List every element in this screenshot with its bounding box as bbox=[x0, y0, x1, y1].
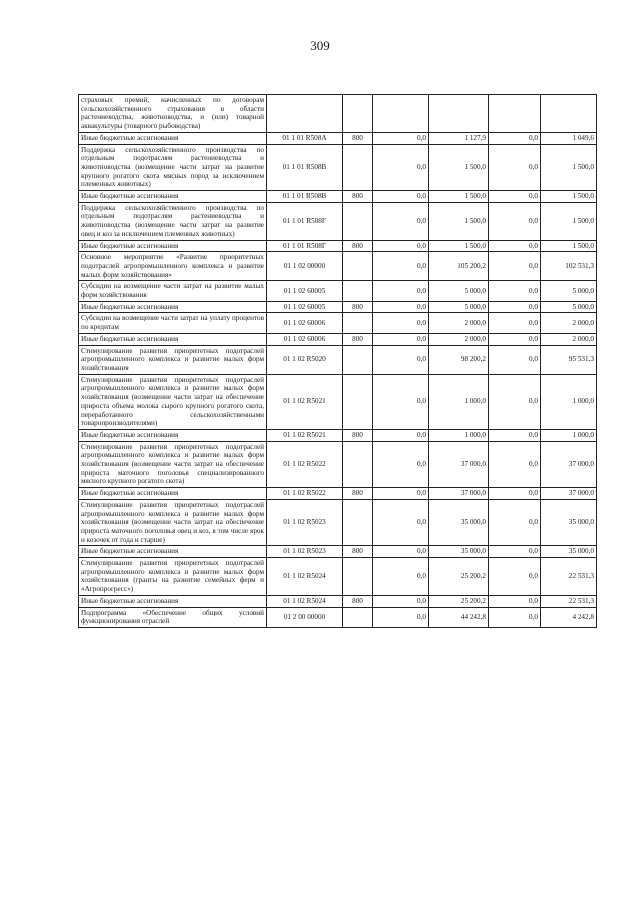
target-article-code: 01 1 01 R508В bbox=[267, 191, 343, 203]
expense-type-code: 800 bbox=[343, 546, 373, 558]
amount-col-3: 0,0 bbox=[489, 595, 541, 607]
table-row bbox=[79, 202, 597, 240]
amount-col-3: 0,0 bbox=[489, 441, 541, 488]
row-name: Субсидии на возмещение части затрат на уплату процентов по кредитам bbox=[79, 313, 267, 333]
amount-col-4 bbox=[541, 95, 597, 133]
amount-col-4: 2 000,0 bbox=[541, 333, 597, 345]
amount-col-4: 1 500,0 bbox=[541, 202, 597, 240]
row-name: Субсидии на возмещение части затрат на развитие малых форм хозяйствования bbox=[79, 281, 267, 301]
target-article-code: 01 1 02 R5023 bbox=[267, 499, 343, 546]
target-article-code: 01 1 01 R508А bbox=[267, 132, 343, 144]
amount-col-3: 0,0 bbox=[489, 429, 541, 441]
amount-col-1: 0,0 bbox=[373, 252, 429, 281]
amount-col-4: 1 049,6 bbox=[541, 132, 597, 144]
amount-col-1: 0,0 bbox=[373, 441, 429, 488]
target-article-code: 01 1 02 60006 bbox=[267, 313, 343, 333]
target-article-code: 01 1 02 R5020 bbox=[267, 345, 343, 374]
table-row bbox=[79, 595, 597, 607]
amount-col-4: 22 531,3 bbox=[541, 558, 597, 596]
row-name: Поддержка сельскохозяйственного производства по отдельным подотраслям растениеводства и животноводства (возмещение части затрат на развитие крупного рогатого скота мясных пород за исключением племенных животных) bbox=[79, 144, 267, 191]
row-name: Иные бюджетные ассигнования bbox=[79, 132, 267, 144]
amount-col-4: 1 500,0 bbox=[541, 144, 597, 191]
expense-type-code: 800 bbox=[343, 240, 373, 252]
row-name: Основное мероприятие «Развитие приоритетных подотраслей агропромышленного комплекса и развитие малых форм хозяйствования» bbox=[79, 252, 267, 281]
amount-col-3: 0,0 bbox=[489, 374, 541, 429]
amount-col-2: 35 000,0 bbox=[429, 499, 489, 546]
amount-col-2: 37 000,0 bbox=[429, 488, 489, 500]
amount-col-1: 0,0 bbox=[373, 191, 429, 203]
amount-col-4: 35 000,0 bbox=[541, 546, 597, 558]
amount-col-3 bbox=[489, 95, 541, 133]
amount-col-2: 2 000,0 bbox=[429, 313, 489, 333]
target-article-code: 01 1 01 R508Г bbox=[267, 202, 343, 240]
amount-col-2: 37 000,0 bbox=[429, 441, 489, 488]
amount-col-2: 1 500,0 bbox=[429, 144, 489, 191]
expense-type-code: 800 bbox=[343, 488, 373, 500]
expense-type-code bbox=[343, 202, 373, 240]
expense-type-code bbox=[343, 499, 373, 546]
amount-col-3: 0,0 bbox=[489, 558, 541, 596]
amount-col-2: 1 500,0 bbox=[429, 202, 489, 240]
target-article-code: 01 1 02 R5024 bbox=[267, 595, 343, 607]
amount-col-1: 0,0 bbox=[373, 429, 429, 441]
amount-col-1: 0,0 bbox=[373, 281, 429, 301]
table-row bbox=[79, 546, 597, 558]
expense-type-code: 800 bbox=[343, 191, 373, 203]
amount-col-4: 37 000,0 bbox=[541, 441, 597, 488]
expense-type-code: 800 bbox=[343, 301, 373, 313]
amount-col-1: 0,0 bbox=[373, 374, 429, 429]
amount-col-2: 1 127,9 bbox=[429, 132, 489, 144]
amount-col-2: 25 200,2 bbox=[429, 558, 489, 596]
target-article-code: 01 1 02 60005 bbox=[267, 281, 343, 301]
amount-col-3: 0,0 bbox=[489, 281, 541, 301]
amount-col-2: 25 200,2 bbox=[429, 595, 489, 607]
target-article-code: 01 2 00 00000 bbox=[267, 607, 343, 627]
amount-col-3: 0,0 bbox=[489, 191, 541, 203]
table-row bbox=[79, 499, 597, 546]
expense-type-code: 800 bbox=[343, 333, 373, 345]
target-article-code: 01 1 02 R5024 bbox=[267, 558, 343, 596]
amount-col-3: 0,0 bbox=[489, 313, 541, 333]
row-name: Иные бюджетные ассигнования bbox=[79, 333, 267, 345]
table-row bbox=[79, 132, 597, 144]
expense-type-code bbox=[343, 345, 373, 374]
row-name: Поддержка сельскохозяйственного производства по отдельным подотраслям растениеводства и животноводства (возмещение части затрат на развитие овец и коз за исключением племенных животных) bbox=[79, 202, 267, 240]
amount-col-1: 0,0 bbox=[373, 202, 429, 240]
row-name: страховых премий, начисленных по договорам сельскохозяйственного страхования в области растениеводства, животноводства, и (или) товарной аквакультуры (товарного рыбоводства) bbox=[79, 95, 267, 133]
expense-type-code bbox=[343, 281, 373, 301]
expense-type-code bbox=[343, 374, 373, 429]
amount-col-4: 5 000,0 bbox=[541, 281, 597, 301]
table-row bbox=[79, 488, 597, 500]
table-row bbox=[79, 281, 597, 301]
table-row bbox=[79, 333, 597, 345]
table-row bbox=[79, 252, 597, 281]
table-row bbox=[79, 374, 597, 429]
amount-col-2: 1 000,0 bbox=[429, 429, 489, 441]
row-name: Иные бюджетные ассигнования bbox=[79, 546, 267, 558]
row-name: Иные бюджетные ассигнования bbox=[79, 429, 267, 441]
expense-type-code bbox=[343, 144, 373, 191]
table-row bbox=[79, 313, 597, 333]
amount-col-2: 5 000,0 bbox=[429, 281, 489, 301]
amount-col-3: 0,0 bbox=[489, 488, 541, 500]
target-article-code: 01 1 01 R508В bbox=[267, 144, 343, 191]
target-article-code bbox=[267, 95, 343, 133]
amount-col-3: 0,0 bbox=[489, 333, 541, 345]
row-name: Иные бюджетные ассигнования bbox=[79, 595, 267, 607]
row-name: Стимулирование развития приоритетных подотраслей агропромышленного комплекса и развитие малых форм хозяйствования (возмещение части затрат на обеспечение прироста маточного поголовья овец и коз, в том числе ярок и козочек от года и старше) bbox=[79, 499, 267, 546]
amount-col-1: 0,0 bbox=[373, 558, 429, 596]
target-article-code: 01 1 02 R5022 bbox=[267, 441, 343, 488]
expense-type-code: 800 bbox=[343, 595, 373, 607]
amount-col-4: 22 531,3 bbox=[541, 595, 597, 607]
amount-col-2: 44 242,8 bbox=[429, 607, 489, 627]
amount-col-4: 5 000,0 bbox=[541, 301, 597, 313]
amount-col-4: 95 531,3 bbox=[541, 345, 597, 374]
amount-col-3: 0,0 bbox=[489, 252, 541, 281]
amount-col-4: 1 500,0 bbox=[541, 240, 597, 252]
amount-col-4: 4 242,8 bbox=[541, 607, 597, 627]
amount-col-4: 1 000,0 bbox=[541, 429, 597, 441]
amount-col-1: 0,0 bbox=[373, 345, 429, 374]
amount-col-3: 0,0 bbox=[489, 202, 541, 240]
amount-col-1: 0,0 bbox=[373, 144, 429, 191]
expense-type-code: 800 bbox=[343, 132, 373, 144]
amount-col-3: 0,0 bbox=[489, 301, 541, 313]
target-article-code: 01 1 02 60005 bbox=[267, 301, 343, 313]
amount-col-4: 102 531,3 bbox=[541, 252, 597, 281]
amount-col-3: 0,0 bbox=[489, 345, 541, 374]
amount-col-2: 1 500,0 bbox=[429, 240, 489, 252]
budget-table bbox=[78, 94, 597, 628]
amount-col-1: 0,0 bbox=[373, 132, 429, 144]
table-row bbox=[79, 429, 597, 441]
amount-col-1: 0,0 bbox=[373, 607, 429, 627]
table-row bbox=[79, 191, 597, 203]
amount-col-3: 0,0 bbox=[489, 144, 541, 191]
amount-col-1: 0,0 bbox=[373, 333, 429, 345]
target-article-code: 01 1 02 R5021 bbox=[267, 374, 343, 429]
table-row bbox=[79, 240, 597, 252]
expense-type-code bbox=[343, 252, 373, 281]
amount-col-2: 1 500,0 bbox=[429, 191, 489, 203]
page-number: 309 bbox=[310, 38, 330, 53]
target-article-code: 01 1 01 R508Г bbox=[267, 240, 343, 252]
table-row bbox=[79, 345, 597, 374]
target-article-code: 01 1 02 60006 bbox=[267, 333, 343, 345]
amount-col-1: 0,0 bbox=[373, 488, 429, 500]
amount-col-3: 0,0 bbox=[489, 240, 541, 252]
target-article-code: 01 1 02 00000 bbox=[267, 252, 343, 281]
amount-col-2: 1 000,0 bbox=[429, 374, 489, 429]
amount-col-4: 1 500,0 bbox=[541, 191, 597, 203]
amount-col-2: 5 000,0 bbox=[429, 301, 489, 313]
amount-col-1: 0,0 bbox=[373, 313, 429, 333]
amount-col-1: 0,0 bbox=[373, 546, 429, 558]
table-row bbox=[79, 441, 597, 488]
table-row bbox=[79, 95, 597, 133]
amount-col-1: 0,0 bbox=[373, 301, 429, 313]
amount-col-2: 105 200,2 bbox=[429, 252, 489, 281]
target-article-code: 01 1 02 R5023 bbox=[267, 546, 343, 558]
target-article-code: 01 1 02 R5022 bbox=[267, 488, 343, 500]
row-name: Стимулирование развития приоритетных подотраслей агропромышленного комплекса и развитие малых форм хозяйствования bbox=[79, 345, 267, 374]
table-row bbox=[79, 301, 597, 313]
amount-col-4: 2 000,0 bbox=[541, 313, 597, 333]
row-name: Стимулирование развития приоритетных подотраслей агропромышленного комплекса и развитие малых форм хозяйствования (гранты на развитие семейных ферм и «Агропрогресс») bbox=[79, 558, 267, 596]
expense-type-code bbox=[343, 558, 373, 596]
row-name: Иные бюджетные ассигнования bbox=[79, 301, 267, 313]
target-article-code: 01 1 02 R5021 bbox=[267, 429, 343, 441]
row-name: Иные бюджетные ассигнования bbox=[79, 240, 267, 252]
row-name: Стимулирование развития приоритетных подотраслей агропромышленного комплекса и развитие малых форм хозяйствования (возмещение части затрат на обеспечение прироста объема молока сырого крупного рогатого скота, переработанного сельскохозяйственными товаропроизводителями) bbox=[79, 374, 267, 429]
amount-col-3: 0,0 bbox=[489, 499, 541, 546]
amount-col-2: 2 000,0 bbox=[429, 333, 489, 345]
amount-col-3: 0,0 bbox=[489, 546, 541, 558]
amount-col-4: 37 000,0 bbox=[541, 488, 597, 500]
amount-col-4: 1 000,0 bbox=[541, 374, 597, 429]
table-row bbox=[79, 144, 597, 191]
amount-col-1: 0,0 bbox=[373, 595, 429, 607]
expense-type-code: 800 bbox=[343, 429, 373, 441]
amount-col-3: 0,0 bbox=[489, 607, 541, 627]
row-name: Иные бюджетные ассигнования bbox=[79, 488, 267, 500]
amount-col-4: 35 000,0 bbox=[541, 499, 597, 546]
amount-col-3: 0,0 bbox=[489, 132, 541, 144]
table-row bbox=[79, 558, 597, 596]
expense-type-code bbox=[343, 95, 373, 133]
amount-col-1: 0,0 bbox=[373, 499, 429, 546]
expense-type-code bbox=[343, 441, 373, 488]
expense-type-code bbox=[343, 313, 373, 333]
amount-col-2: 35 000,0 bbox=[429, 546, 489, 558]
row-name: Стимулирование развития приоритетных подотраслей агропромышленного комплекса и развитие малых форм хозяйствования (возмещение части затрат на обеспечение прироста маточного поголовья специализированного мясного крупного рогатого скота) bbox=[79, 441, 267, 488]
row-name: Иные бюджетные ассигнования bbox=[79, 191, 267, 203]
amount-col-1: 0,0 bbox=[373, 240, 429, 252]
amount-col-2: 98 200,2 bbox=[429, 345, 489, 374]
amount-col-2 bbox=[429, 95, 489, 133]
row-name: Подпрограмма «Обеспечение общих условий функционирования отраслей bbox=[79, 607, 267, 627]
amount-col-1 bbox=[373, 95, 429, 133]
table-row bbox=[79, 607, 597, 627]
expense-type-code bbox=[343, 607, 373, 627]
